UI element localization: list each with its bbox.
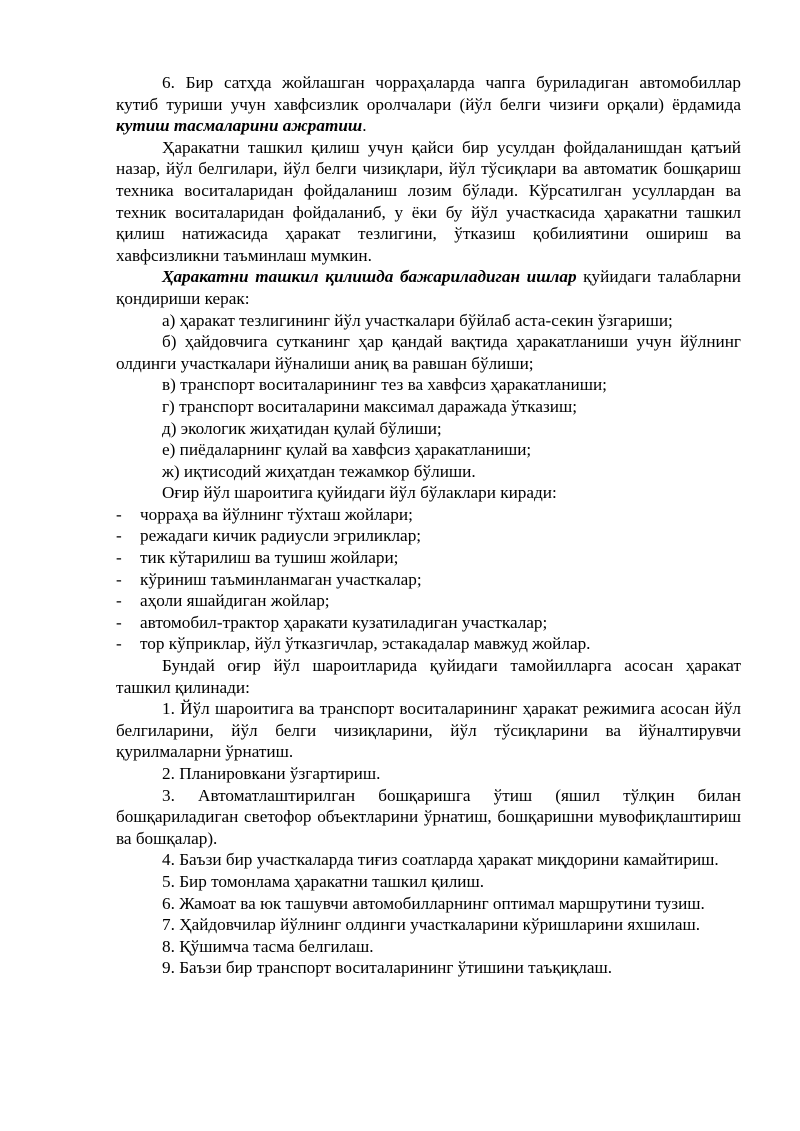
list-item: г) транспорт воситаларини максимал даражада ўтказиш; [162, 396, 577, 416]
list-item: б) ҳайдовчига сутканинг ҳар қандай вақтида ҳаракатланиши учун йўлнинг олдинги участкалари йўналиши аниқ ва равшан бўлиши; [116, 332, 741, 373]
paragraph-text: қуйидаги талабларни қондириши керак: [116, 267, 741, 308]
list-item-text: тор кўприклар, йўл ўтказгичлар, эстакадалар мавжуд жойлар. [140, 634, 591, 654]
list-item-text: кўриниш таъминланмаган участкалар; [140, 569, 422, 589]
dash-bullet: - [116, 504, 122, 524]
paragraph-lane-separation [116, 72, 741, 137]
list-item: д) экологик жиҳатидан қулай бўлиши; [162, 418, 442, 438]
list-item [116, 612, 741, 634]
list-item: 9. Баъзи бир транспорт воситаларининг ўтишини таъқиқлаш. [162, 958, 613, 978]
paragraph-hard-conditions-intro: Оғир йўл шароитига қуйидаги йўл бўлаклари киради: [162, 483, 557, 503]
paragraph-text: 6. Бир сатҳда жойлашган чорраҳаларда чапга буриладиган автомобиллар кутиб туриши учун хавфсизлик оролчалари (йўл белги чизиғи орқали) ёрдамида [116, 73, 741, 114]
list-item: 7. Ҳайдовчилар йўлнинг олдинги участкаларини кўришларини яхшилаш. [162, 915, 700, 935]
list-item-text: аҳоли яшайдиган жойлар; [140, 591, 330, 611]
list-item [116, 633, 741, 655]
list-item: ж) иқтисодий жиҳатдан тежамкор бўлиши. [162, 461, 476, 481]
paragraph-requirements-intro [116, 266, 741, 309]
emphasis-text: кутиш тасмаларини ажратиш [116, 116, 363, 136]
list-item-text: тик кўтарилиш ва тушиш жойлари; [140, 548, 399, 568]
list-item-text: чорраҳа ва йўлнинг тўхташ жойлари; [140, 504, 413, 524]
list-item: 6. Жамоат ва юк ташувчи автомобилларнинг оптимал маршрутини тузиш. [162, 893, 705, 913]
list-item: 5. Бир томонлама ҳаракатни ташкил қилиш. [162, 871, 485, 891]
paragraph-principles-intro: Бундай оғир йўл шароитларида қуйидаги тамойилларга асосан ҳаракат ташкил қилинади: [116, 656, 741, 697]
list-item: 8. Қўшимча тасма белгилаш. [162, 936, 374, 956]
dash-bullet: - [116, 548, 122, 568]
list-item: 2. Планировкани ўзгартириш. [162, 764, 381, 783]
list-item-text: режадаги кичик радиусли эгриликлар; [140, 526, 422, 546]
dash-bullet: - [116, 526, 122, 546]
list-item [116, 569, 741, 591]
paragraph-traffic-methods: Ҳаракатни ташкил қилиш учун қайси бир усулдан фойдаланишдан қатъий назар, йўл белгилари, йўл белги чизиқлари, йўл тўсиқлари ва автоматик бошқариш техника воситаларидан фойдаланиш лозим бўлади. Кўрсатилган усуллардан ва техник воситаларидан фойдаланиб, у ёки бу йўл участкасида ҳаракатни ташкил қилиш натижасида ҳаракат тезлигини, ўтказиш қобилиятини ошириш ва хавфсизликни таъминлаш мумкин. [116, 137, 741, 265]
list-item: а) ҳаракат тезлигининг йўл участкалари бўйлаб аста-секин ўзгариши; [162, 310, 673, 330]
requirements-list [116, 310, 741, 483]
list-item: 3. Автоматлаштирилган бошқаришга ўтиш (яшил тўлқин билан бошқариладиган светофор объектларини ўрнатиш, бошқаришни мувофиқлаштириш ва бошқалар). [116, 785, 741, 848]
list-item [116, 547, 741, 569]
list-item: 4. Баъзи бир участкаларда тиғиз соатларда ҳаракат миқдорини камайтириш. [162, 850, 719, 870]
dash-bullet: - [116, 612, 122, 632]
emphasis-text: Ҳаракатни ташкил қилишда бажариладиган ишлар [162, 267, 577, 287]
list-item [116, 525, 741, 547]
document-page [116, 72, 741, 979]
dash-bullet: - [116, 569, 122, 589]
list-item: в) транспорт воситаларининг тез ва хавфсиз ҳаракатланиши; [162, 375, 607, 395]
dash-bullet: - [116, 634, 122, 654]
list-item: 1. Йўл шароитига ва транспорт воситаларининг ҳаракат режимига асосан йўл белгиларини, йўл белги чизиқларини, йўл тўсиқларини ва йўналтирувчи қурилмаларни ўрнатиш. [116, 699, 741, 762]
paragraph-text-end: . [362, 116, 367, 136]
principles-list [116, 698, 741, 979]
list-item: е) пиёдаларнинг қулай ва хавфсиз ҳаракатланиши; [162, 440, 532, 460]
list-item [116, 590, 741, 612]
list-item [116, 504, 741, 526]
hard-conditions-list [116, 504, 741, 655]
dash-bullet: - [116, 591, 122, 611]
list-item-text: автомобил-трактор ҳаракати кузатиладиган участкалар; [140, 612, 548, 632]
